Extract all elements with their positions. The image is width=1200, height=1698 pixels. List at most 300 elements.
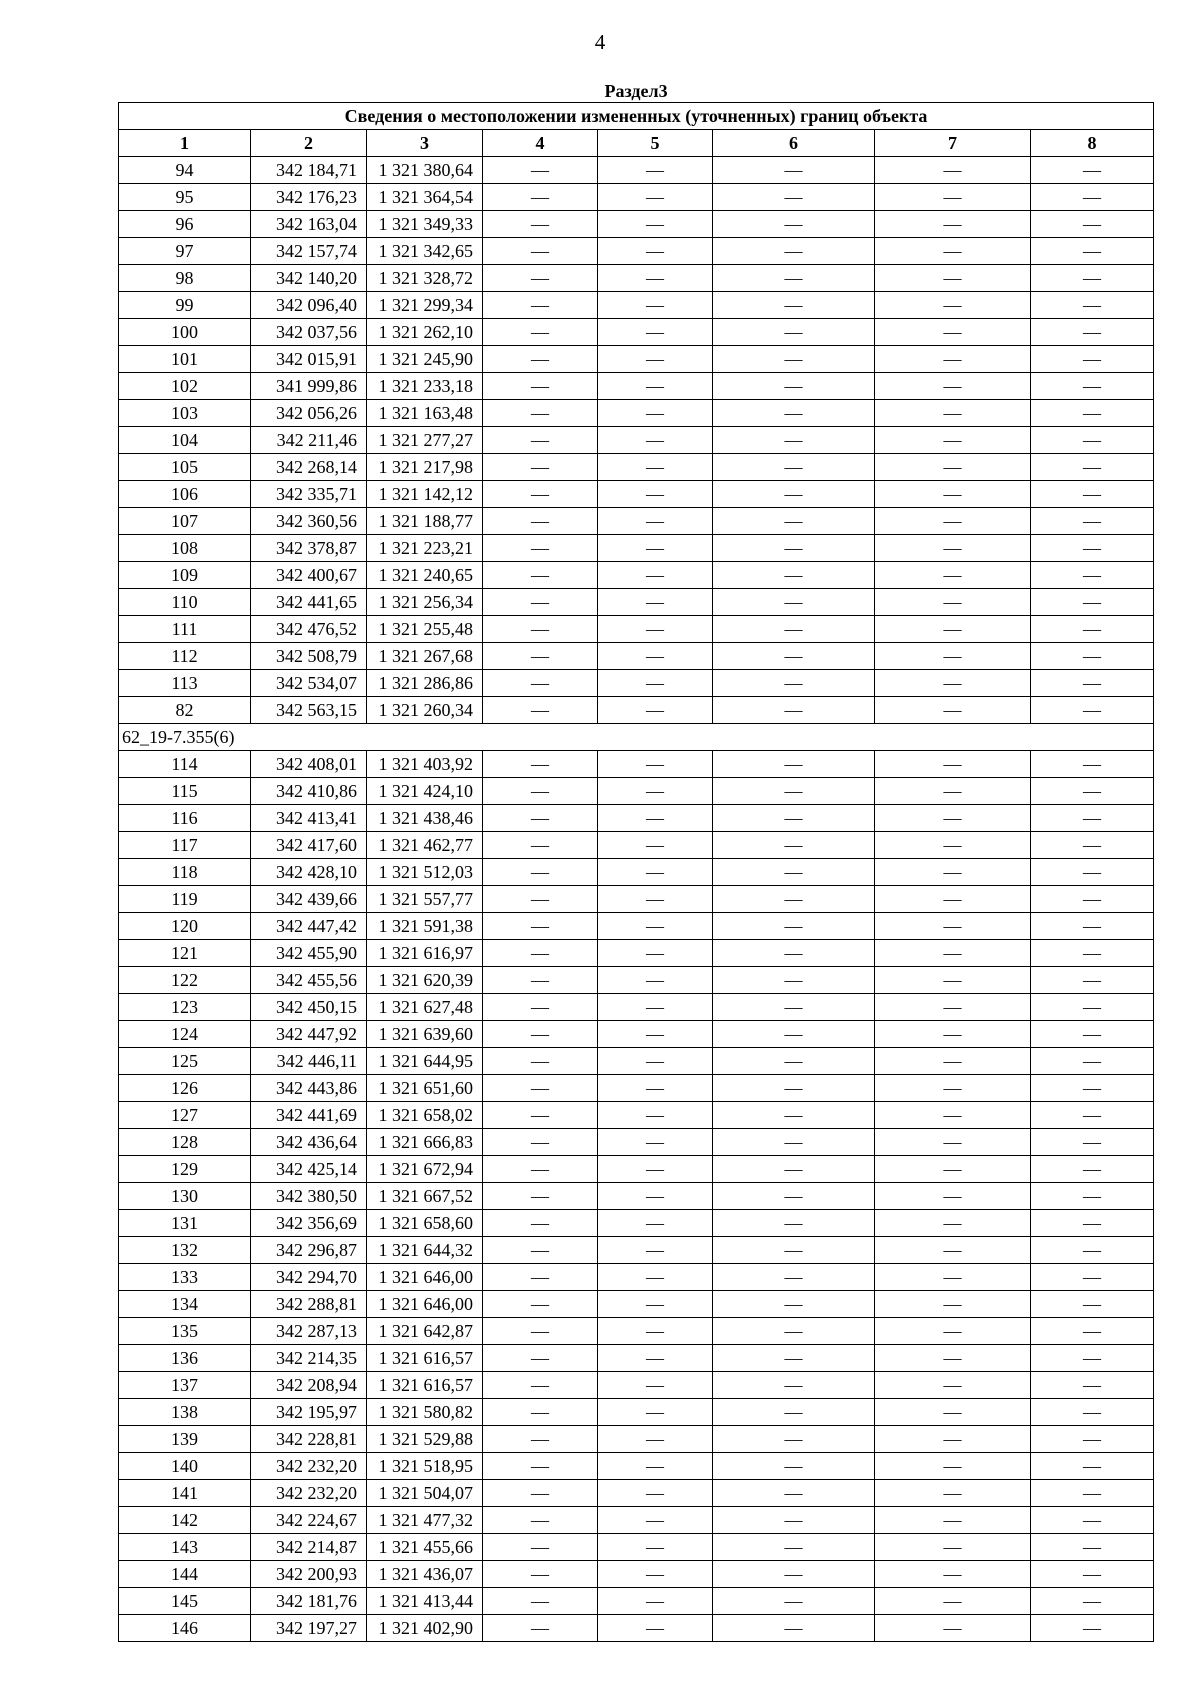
x-coordinate-cell: 342 428,10 xyxy=(251,859,367,886)
empty-value-cell: — xyxy=(875,1453,1031,1480)
x-coordinate-cell: 342 157,74 xyxy=(251,238,367,265)
y-coordinate-cell: 1 321 616,97 xyxy=(367,940,483,967)
table-row xyxy=(119,373,1154,400)
x-coordinate-cell: 342 294,70 xyxy=(251,1264,367,1291)
x-coordinate-cell: 342 214,87 xyxy=(251,1534,367,1561)
empty-value-cell: — xyxy=(713,643,875,670)
empty-value-cell: — xyxy=(483,1534,598,1561)
x-coordinate-cell: 342 476,52 xyxy=(251,616,367,643)
y-coordinate-cell: 1 321 512,03 xyxy=(367,859,483,886)
point-number-cell: 100 xyxy=(119,319,251,346)
empty-value-cell: — xyxy=(875,913,1031,940)
table-row xyxy=(119,508,1154,535)
point-number-cell: 139 xyxy=(119,1426,251,1453)
empty-value-cell: — xyxy=(483,1237,598,1264)
table-row xyxy=(119,913,1154,940)
empty-value-cell: — xyxy=(1031,1048,1154,1075)
x-coordinate-cell: 342 056,26 xyxy=(251,400,367,427)
y-coordinate-cell: 1 321 627,48 xyxy=(367,994,483,1021)
point-number-cell: 121 xyxy=(119,940,251,967)
empty-value-cell: — xyxy=(598,1399,713,1426)
x-coordinate-cell: 342 335,71 xyxy=(251,481,367,508)
y-coordinate-cell: 1 321 328,72 xyxy=(367,265,483,292)
empty-value-cell: — xyxy=(875,967,1031,994)
x-coordinate-cell: 342 288,81 xyxy=(251,1291,367,1318)
point-number-cell: 124 xyxy=(119,1021,251,1048)
point-number-cell: 127 xyxy=(119,1102,251,1129)
empty-value-cell: — xyxy=(1031,319,1154,346)
empty-value-cell: — xyxy=(875,562,1031,589)
empty-value-cell: — xyxy=(713,967,875,994)
empty-value-cell: — xyxy=(1031,1507,1154,1534)
table-row xyxy=(119,1588,1154,1615)
y-coordinate-cell: 1 321 342,65 xyxy=(367,238,483,265)
table-row xyxy=(119,1048,1154,1075)
empty-value-cell: — xyxy=(1031,373,1154,400)
point-number-cell: 96 xyxy=(119,211,251,238)
y-coordinate-cell: 1 321 364,54 xyxy=(367,184,483,211)
point-number-cell: 112 xyxy=(119,643,251,670)
empty-value-cell: — xyxy=(713,616,875,643)
point-number-cell: 128 xyxy=(119,1129,251,1156)
column-header: 8 xyxy=(1031,130,1154,157)
empty-value-cell: — xyxy=(713,157,875,184)
empty-value-cell: — xyxy=(1031,751,1154,778)
point-number-cell: 142 xyxy=(119,1507,251,1534)
x-coordinate-cell: 342 195,97 xyxy=(251,1399,367,1426)
point-number-cell: 118 xyxy=(119,859,251,886)
y-coordinate-cell: 1 321 658,02 xyxy=(367,1102,483,1129)
table-row xyxy=(119,1561,1154,1588)
empty-value-cell: — xyxy=(875,1102,1031,1129)
table-row xyxy=(119,832,1154,859)
empty-value-cell: — xyxy=(713,1156,875,1183)
x-coordinate-cell: 342 287,13 xyxy=(251,1318,367,1345)
y-coordinate-cell: 1 321 642,87 xyxy=(367,1318,483,1345)
y-coordinate-cell: 1 321 233,18 xyxy=(367,373,483,400)
point-number-cell: 106 xyxy=(119,481,251,508)
empty-value-cell: — xyxy=(713,940,875,967)
empty-value-cell: — xyxy=(1031,805,1154,832)
table-row xyxy=(119,1453,1154,1480)
x-coordinate-cell: 342 380,50 xyxy=(251,1183,367,1210)
empty-value-cell: — xyxy=(713,265,875,292)
y-coordinate-cell: 1 321 477,32 xyxy=(367,1507,483,1534)
empty-value-cell: — xyxy=(598,1615,713,1642)
empty-value-cell: — xyxy=(875,184,1031,211)
point-number-cell: 103 xyxy=(119,400,251,427)
y-coordinate-cell: 1 321 644,95 xyxy=(367,1048,483,1075)
table-row xyxy=(119,1156,1154,1183)
empty-value-cell: — xyxy=(1031,427,1154,454)
empty-value-cell: — xyxy=(598,1561,713,1588)
empty-value-cell: — xyxy=(875,157,1031,184)
table-row xyxy=(119,535,1154,562)
empty-value-cell: — xyxy=(1031,1021,1154,1048)
empty-value-cell: — xyxy=(1031,481,1154,508)
empty-value-cell: — xyxy=(1031,184,1154,211)
empty-value-cell: — xyxy=(713,886,875,913)
empty-value-cell: — xyxy=(598,805,713,832)
empty-value-cell: — xyxy=(1031,1372,1154,1399)
table-row xyxy=(119,1291,1154,1318)
empty-value-cell: — xyxy=(713,1426,875,1453)
point-number-cell: 97 xyxy=(119,238,251,265)
empty-value-cell: — xyxy=(1031,292,1154,319)
empty-value-cell: — xyxy=(713,1318,875,1345)
empty-value-cell: — xyxy=(483,1102,598,1129)
empty-value-cell: — xyxy=(875,400,1031,427)
table-row xyxy=(119,994,1154,1021)
column-header: 1 xyxy=(119,130,251,157)
empty-value-cell: — xyxy=(483,940,598,967)
empty-value-cell: — xyxy=(713,589,875,616)
y-coordinate-cell: 1 321 616,57 xyxy=(367,1372,483,1399)
empty-value-cell: — xyxy=(713,1480,875,1507)
empty-value-cell: — xyxy=(1031,562,1154,589)
x-coordinate-cell: 342 096,40 xyxy=(251,292,367,319)
empty-value-cell: — xyxy=(1031,211,1154,238)
table-row xyxy=(119,1372,1154,1399)
empty-value-cell: — xyxy=(875,238,1031,265)
y-coordinate-cell: 1 321 529,88 xyxy=(367,1426,483,1453)
x-coordinate-cell: 342 378,87 xyxy=(251,535,367,562)
empty-value-cell: — xyxy=(875,292,1031,319)
empty-value-cell: — xyxy=(483,1480,598,1507)
empty-value-cell: — xyxy=(1031,1561,1154,1588)
empty-value-cell: — xyxy=(483,508,598,535)
empty-value-cell: — xyxy=(1031,859,1154,886)
empty-value-cell: — xyxy=(483,454,598,481)
y-coordinate-cell: 1 321 436,07 xyxy=(367,1561,483,1588)
table-row xyxy=(119,1237,1154,1264)
empty-value-cell: — xyxy=(1031,1318,1154,1345)
empty-value-cell: — xyxy=(483,1021,598,1048)
y-coordinate-cell: 1 321 672,94 xyxy=(367,1156,483,1183)
x-coordinate-cell: 342 508,79 xyxy=(251,643,367,670)
empty-value-cell: — xyxy=(713,1183,875,1210)
empty-value-cell: — xyxy=(598,292,713,319)
empty-value-cell: — xyxy=(1031,508,1154,535)
empty-value-cell: — xyxy=(598,1588,713,1615)
point-number-cell: 146 xyxy=(119,1615,251,1642)
y-coordinate-cell: 1 321 666,83 xyxy=(367,1129,483,1156)
table-row xyxy=(119,184,1154,211)
x-coordinate-cell: 342 446,11 xyxy=(251,1048,367,1075)
empty-value-cell: — xyxy=(483,886,598,913)
empty-value-cell: — xyxy=(598,913,713,940)
y-coordinate-cell: 1 321 646,00 xyxy=(367,1264,483,1291)
empty-value-cell: — xyxy=(713,1345,875,1372)
empty-value-cell: — xyxy=(713,1588,875,1615)
empty-value-cell: — xyxy=(1031,616,1154,643)
empty-value-cell: — xyxy=(483,616,598,643)
empty-value-cell: — xyxy=(483,265,598,292)
empty-value-cell: — xyxy=(713,238,875,265)
column-header-row xyxy=(119,130,1154,157)
empty-value-cell: — xyxy=(875,1615,1031,1642)
empty-value-cell: — xyxy=(483,805,598,832)
empty-value-cell: — xyxy=(1031,1426,1154,1453)
empty-value-cell: — xyxy=(875,1561,1031,1588)
empty-value-cell: — xyxy=(598,1480,713,1507)
y-coordinate-cell: 1 321 639,60 xyxy=(367,1021,483,1048)
y-coordinate-cell: 1 321 188,77 xyxy=(367,508,483,535)
empty-value-cell: — xyxy=(598,157,713,184)
table-row xyxy=(119,319,1154,346)
empty-value-cell: — xyxy=(483,1318,598,1345)
empty-value-cell: — xyxy=(713,751,875,778)
empty-value-cell: — xyxy=(598,562,713,589)
x-coordinate-cell: 341 999,86 xyxy=(251,373,367,400)
empty-value-cell: — xyxy=(713,1561,875,1588)
empty-value-cell: — xyxy=(483,319,598,346)
table-row xyxy=(119,589,1154,616)
empty-value-cell: — xyxy=(713,535,875,562)
empty-value-cell: — xyxy=(713,1534,875,1561)
point-number-cell: 102 xyxy=(119,373,251,400)
empty-value-cell: — xyxy=(483,1507,598,1534)
empty-value-cell: — xyxy=(483,1426,598,1453)
empty-value-cell: — xyxy=(483,1453,598,1480)
empty-value-cell: — xyxy=(598,481,713,508)
empty-value-cell: — xyxy=(713,1048,875,1075)
y-coordinate-cell: 1 321 462,77 xyxy=(367,832,483,859)
point-number-cell: 141 xyxy=(119,1480,251,1507)
empty-value-cell: — xyxy=(875,346,1031,373)
y-coordinate-cell: 1 321 580,82 xyxy=(367,1399,483,1426)
table-row xyxy=(119,643,1154,670)
point-number-cell: 135 xyxy=(119,1318,251,1345)
table-row xyxy=(119,1210,1154,1237)
empty-value-cell: — xyxy=(598,535,713,562)
empty-value-cell: — xyxy=(875,805,1031,832)
x-coordinate-cell: 342 439,66 xyxy=(251,886,367,913)
empty-value-cell: — xyxy=(483,778,598,805)
empty-value-cell: — xyxy=(713,400,875,427)
table-row xyxy=(119,967,1154,994)
empty-value-cell: — xyxy=(1031,886,1154,913)
x-coordinate-cell: 342 443,86 xyxy=(251,1075,367,1102)
empty-value-cell: — xyxy=(598,1372,713,1399)
table-row xyxy=(119,400,1154,427)
empty-value-cell: — xyxy=(875,643,1031,670)
y-coordinate-cell: 1 321 658,60 xyxy=(367,1210,483,1237)
empty-value-cell: — xyxy=(483,1210,598,1237)
empty-value-cell: — xyxy=(875,481,1031,508)
y-coordinate-cell: 1 321 262,10 xyxy=(367,319,483,346)
point-number-cell: 122 xyxy=(119,967,251,994)
empty-value-cell: — xyxy=(875,1534,1031,1561)
empty-value-cell: — xyxy=(598,994,713,1021)
x-coordinate-cell: 342 360,56 xyxy=(251,508,367,535)
empty-value-cell: — xyxy=(598,1210,713,1237)
empty-value-cell: — xyxy=(483,373,598,400)
x-coordinate-cell: 342 455,56 xyxy=(251,967,367,994)
empty-value-cell: — xyxy=(713,832,875,859)
table-row xyxy=(119,1318,1154,1345)
table-row xyxy=(119,1426,1154,1453)
point-number-cell: 113 xyxy=(119,670,251,697)
point-number-cell: 110 xyxy=(119,589,251,616)
empty-value-cell: — xyxy=(713,1372,875,1399)
empty-value-cell: — xyxy=(598,1264,713,1291)
empty-value-cell: — xyxy=(483,697,598,724)
x-coordinate-cell: 342 441,69 xyxy=(251,1102,367,1129)
empty-value-cell: — xyxy=(713,1237,875,1264)
y-coordinate-cell: 1 321 256,34 xyxy=(367,589,483,616)
point-number-cell: 114 xyxy=(119,751,251,778)
empty-value-cell: — xyxy=(713,184,875,211)
empty-value-cell: — xyxy=(1031,1237,1154,1264)
point-number-cell: 130 xyxy=(119,1183,251,1210)
empty-value-cell: — xyxy=(598,1507,713,1534)
empty-value-cell: — xyxy=(598,1102,713,1129)
empty-value-cell: — xyxy=(598,1318,713,1345)
empty-value-cell: — xyxy=(713,859,875,886)
empty-value-cell: — xyxy=(598,778,713,805)
empty-value-cell: — xyxy=(483,427,598,454)
empty-value-cell: — xyxy=(483,913,598,940)
empty-value-cell: — xyxy=(598,373,713,400)
point-number-cell: 140 xyxy=(119,1453,251,1480)
empty-value-cell: — xyxy=(713,913,875,940)
empty-value-cell: — xyxy=(875,1129,1031,1156)
x-coordinate-cell: 342 208,94 xyxy=(251,1372,367,1399)
empty-value-cell: — xyxy=(1031,1480,1154,1507)
x-coordinate-cell: 342 232,20 xyxy=(251,1480,367,1507)
table-row xyxy=(119,1507,1154,1534)
empty-value-cell: — xyxy=(875,1237,1031,1264)
table-row xyxy=(119,292,1154,319)
x-coordinate-cell: 342 417,60 xyxy=(251,832,367,859)
empty-value-cell: — xyxy=(875,1048,1031,1075)
empty-value-cell: — xyxy=(875,1075,1031,1102)
table-row xyxy=(119,1102,1154,1129)
empty-value-cell: — xyxy=(1031,1399,1154,1426)
empty-value-cell: — xyxy=(875,616,1031,643)
y-coordinate-cell: 1 321 255,48 xyxy=(367,616,483,643)
empty-value-cell: — xyxy=(713,1129,875,1156)
empty-value-cell: — xyxy=(1031,1102,1154,1129)
y-coordinate-cell: 1 321 267,68 xyxy=(367,643,483,670)
empty-value-cell: — xyxy=(1031,535,1154,562)
empty-value-cell: — xyxy=(713,481,875,508)
empty-value-cell: — xyxy=(713,211,875,238)
y-coordinate-cell: 1 321 299,34 xyxy=(367,292,483,319)
empty-value-cell: — xyxy=(875,1021,1031,1048)
point-number-cell: 107 xyxy=(119,508,251,535)
point-number-cell: 109 xyxy=(119,562,251,589)
x-coordinate-cell: 342 356,69 xyxy=(251,1210,367,1237)
table-row xyxy=(119,697,1154,724)
x-coordinate-cell: 342 447,42 xyxy=(251,913,367,940)
empty-value-cell: — xyxy=(483,1615,598,1642)
point-number-cell: 123 xyxy=(119,994,251,1021)
table-row xyxy=(119,616,1154,643)
x-coordinate-cell: 342 232,20 xyxy=(251,1453,367,1480)
empty-value-cell: — xyxy=(713,1399,875,1426)
empty-value-cell: — xyxy=(713,454,875,481)
x-coordinate-cell: 342 015,91 xyxy=(251,346,367,373)
empty-value-cell: — xyxy=(598,238,713,265)
empty-value-cell: — xyxy=(875,211,1031,238)
table-row xyxy=(119,265,1154,292)
table-row xyxy=(119,454,1154,481)
empty-value-cell: — xyxy=(875,454,1031,481)
empty-value-cell: — xyxy=(875,1291,1031,1318)
point-number-cell: 108 xyxy=(119,535,251,562)
x-coordinate-cell: 342 447,92 xyxy=(251,1021,367,1048)
point-number-cell: 117 xyxy=(119,832,251,859)
column-header: 7 xyxy=(875,130,1031,157)
empty-value-cell: — xyxy=(1031,994,1154,1021)
empty-value-cell: — xyxy=(1031,967,1154,994)
empty-value-cell: — xyxy=(875,1156,1031,1183)
table-row xyxy=(119,1480,1154,1507)
empty-value-cell: — xyxy=(598,1237,713,1264)
point-number-cell: 101 xyxy=(119,346,251,373)
empty-value-cell: — xyxy=(483,994,598,1021)
column-header: 4 xyxy=(483,130,598,157)
x-coordinate-cell: 342 214,35 xyxy=(251,1345,367,1372)
empty-value-cell: — xyxy=(1031,913,1154,940)
y-coordinate-cell: 1 321 518,95 xyxy=(367,1453,483,1480)
column-header: 5 xyxy=(598,130,713,157)
empty-value-cell: — xyxy=(483,1291,598,1318)
empty-value-cell: — xyxy=(483,400,598,427)
y-coordinate-cell: 1 321 217,98 xyxy=(367,454,483,481)
point-number-cell: 134 xyxy=(119,1291,251,1318)
column-header: 6 xyxy=(713,130,875,157)
empty-value-cell: — xyxy=(875,535,1031,562)
table-row xyxy=(119,940,1154,967)
empty-value-cell: — xyxy=(598,940,713,967)
empty-value-cell: — xyxy=(483,238,598,265)
empty-value-cell: — xyxy=(875,1210,1031,1237)
table-row xyxy=(119,157,1154,184)
column-header: 2 xyxy=(251,130,367,157)
empty-value-cell: — xyxy=(1031,670,1154,697)
empty-value-cell: — xyxy=(1031,157,1154,184)
x-coordinate-cell: 342 296,87 xyxy=(251,1237,367,1264)
empty-value-cell: — xyxy=(1031,265,1154,292)
x-coordinate-cell: 342 450,15 xyxy=(251,994,367,1021)
empty-value-cell: — xyxy=(1031,346,1154,373)
table-row xyxy=(119,211,1154,238)
point-number-cell: 94 xyxy=(119,157,251,184)
x-coordinate-cell: 342 224,67 xyxy=(251,1507,367,1534)
empty-value-cell: — xyxy=(875,1588,1031,1615)
empty-value-cell: — xyxy=(713,346,875,373)
empty-value-cell: — xyxy=(875,697,1031,724)
empty-value-cell: — xyxy=(483,346,598,373)
empty-value-cell: — xyxy=(875,1264,1031,1291)
boundary-coordinates-table xyxy=(118,80,1154,1642)
group-label: 62_19-7.355(6) xyxy=(119,724,367,751)
empty-value-cell: — xyxy=(1031,1615,1154,1642)
table-row xyxy=(119,1615,1154,1642)
y-coordinate-cell: 1 321 223,21 xyxy=(367,535,483,562)
empty-value-cell: — xyxy=(1031,1345,1154,1372)
empty-value-cell: — xyxy=(598,1156,713,1183)
empty-value-cell: — xyxy=(598,1534,713,1561)
empty-value-cell: — xyxy=(483,1156,598,1183)
empty-value-cell: — xyxy=(1031,643,1154,670)
point-number-cell: 125 xyxy=(119,1048,251,1075)
y-coordinate-cell: 1 321 616,57 xyxy=(367,1345,483,1372)
empty-value-cell: — xyxy=(598,1291,713,1318)
